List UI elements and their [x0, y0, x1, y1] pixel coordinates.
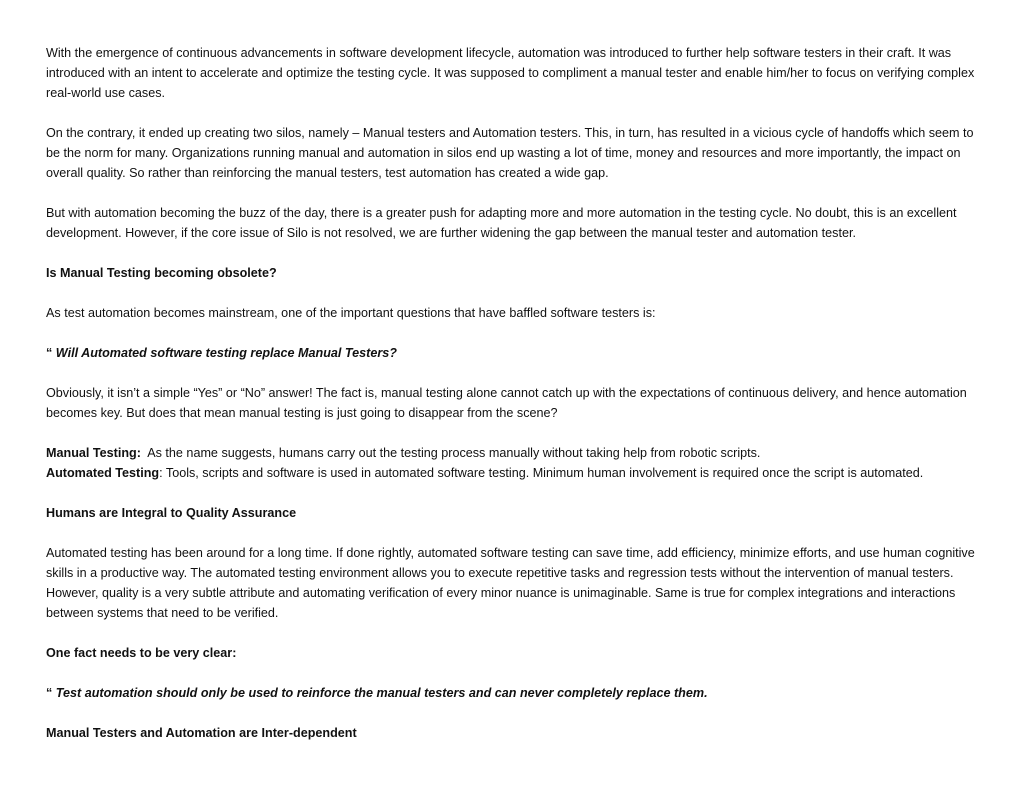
definition-automated-testing	[46, 463, 986, 483]
heading-humans-integral: Humans are Integral to Quality Assurance	[46, 506, 297, 520]
paragraph-automation-push: But with automation becoming the buzz of the day, there is a greater push for adapting more and more automation in the testing cycle. No doubt, this is an excellent development. However, if the core issue of Silo is not resolved, we are further widening the gap between the manual tester and automation tester.	[46, 206, 957, 240]
document-page	[46, 43, 986, 763]
definitions-block	[46, 443, 986, 483]
definition-manual-testing	[46, 443, 986, 463]
heading-inter-dependent: Manual Testers and Automation are Inter-dependent	[46, 726, 357, 740]
definition-term-manual: Manual Testing:	[46, 446, 141, 460]
quote-text: Test automation should only be used to reinforce the manual testers and can never completely replace them.	[55, 686, 708, 700]
definition-desc-manual: As the name suggests, humans carry out the testing process manually without taking help from robotic scripts.	[147, 446, 761, 460]
quote-mark: “	[46, 346, 53, 360]
heading-one-fact: One fact needs to be very clear:	[46, 646, 237, 660]
heading-manual-testing-obsolete: Is Manual Testing becoming obsolete?	[46, 266, 277, 280]
definition-desc-automated: : Tools, scripts and software is used in automated software testing. Minimum human involvement is required once the script is automated.	[159, 466, 924, 480]
quote-replace-question	[46, 343, 986, 363]
quote-reinforce-testers	[46, 683, 986, 703]
quote-mark: “	[46, 686, 53, 700]
paragraph-silos: On the contrary, it ended up creating two silos, namely – Manual testers and Automation testers. This, in turn, has resulted in a vicious cycle of handoffs which seem to be the norm for many. Organizations running manual and automation in silos end up wasting a lot of time, money and resources and more importantly, the impact on overall quality. So rather than reinforcing the manual testers, test automation has created a wide gap.	[46, 126, 974, 180]
paragraph-mainstream-question: As test automation becomes mainstream, one of the important questions that have baffled software testers is:	[46, 306, 656, 320]
paragraph-automated-testing-history: Automated testing has been around for a long time. If done rightly, automated software testing can save time, add efficiency, minimize efforts, and use human cognitive skills in a productive way. The automated testing environment allows you to execute repetitive tasks and regression tests without the intervention of manual testers. However, quality is a very subtle attribute and automating verification of every minor nuance is unimaginable. Same is true for complex integrations and interactions between systems that need to be verified.	[46, 546, 975, 620]
paragraph-intro: With the emergence of continuous advancements in software development lifecycle, automation was introduced to further help software testers in their craft. It was introduced with an intent to accelerate and optimize the testing cycle. It was supposed to compliment a manual tester and enable him/her to focus on verifying complex real-world use cases.	[46, 46, 975, 100]
definition-term-automated: Automated Testing	[46, 466, 160, 480]
paragraph-yes-no-answer: Obviously, it isn’t a simple “Yes” or “No” answer! The fact is, manual testing alone cannot catch up with the expectations of continuous delivery, and hence automation becomes key. But does that mean manual testing is just going to disappear from the scene?	[46, 386, 967, 420]
quote-text: Will Automated software testing replace Manual Testers?	[55, 346, 397, 360]
